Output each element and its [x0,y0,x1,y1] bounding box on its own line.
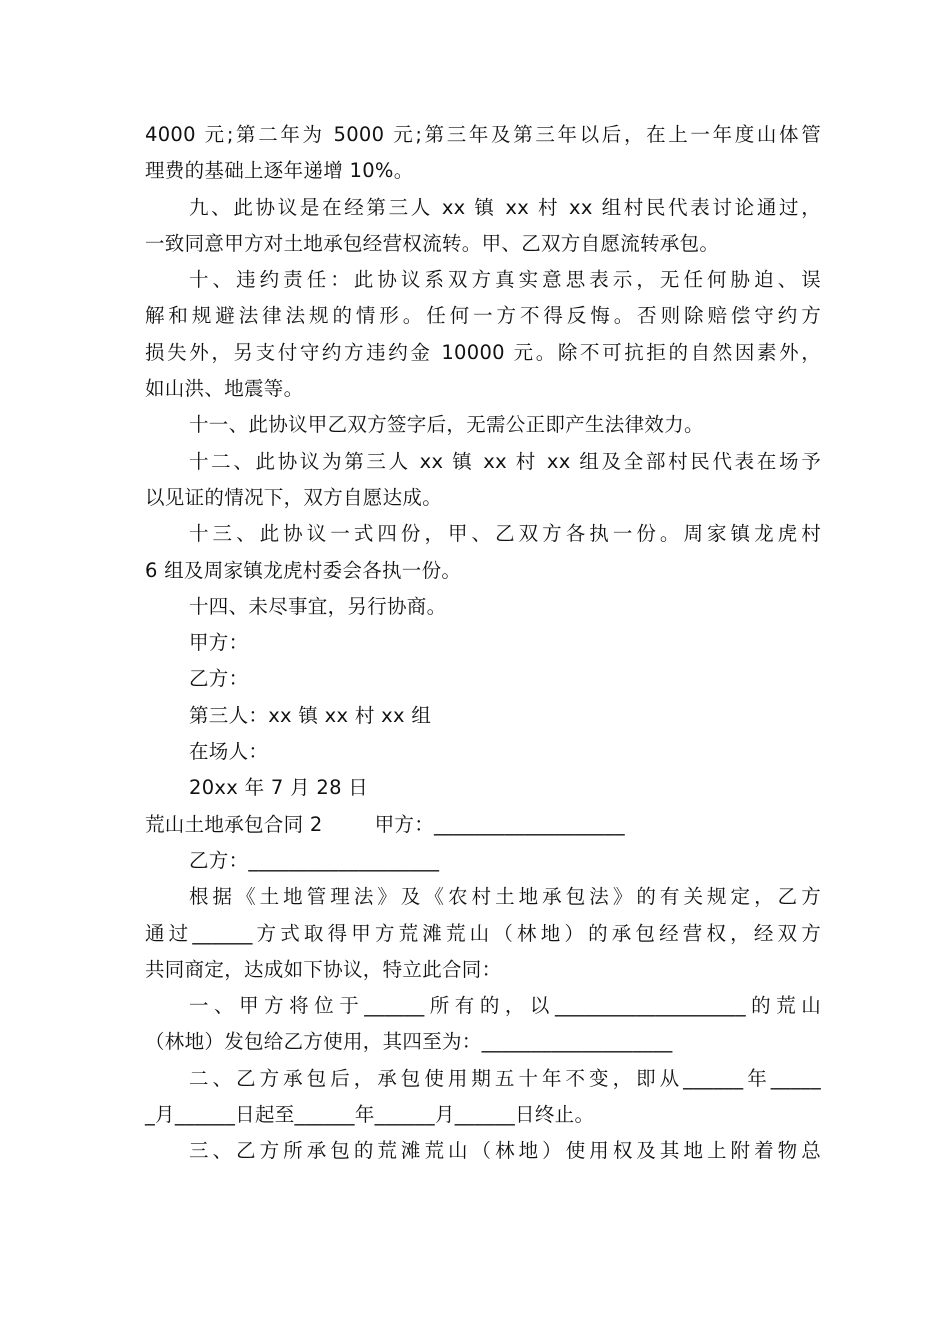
document-line: 十一、此协议甲乙双方签字后，无需公正即产生法律效力。 [189,413,704,437]
document-line: 乙方： [189,667,249,691]
document-line: 十二、此协议为第三人 xx 镇 xx 村 xx 组及全部村民代表在场予 [189,449,821,473]
document-line: 解和规避法律法规的情形。任何一方不得反悔。否则除赔偿守约方 [145,304,821,328]
document-line: 以见证的情况下，双方自愿达成。 [145,485,443,509]
document-line: 共同商定，达成如下协议，特立此合同： [145,957,502,981]
document-line: 根据《土地管理法》及《农村土地承包法》的有关规定，乙方 [189,885,821,909]
document-line: （林地）发包给乙方使用，其四至为：___________________ [145,1030,673,1054]
document-line: 通过______方式取得甲方荒滩荒山（林地）的承包经营权，经双方 [145,921,821,945]
document-line: 九、此协议是在经第三人 xx 镇 xx 村 xx 组村民代表讨论通过， [189,195,821,219]
document-line: 一致同意甲方对土地承包经营权流转。甲、乙双方自愿流转承包。 [145,231,720,255]
document-line: 理费的基础上逐年递增 10%。 [145,159,414,183]
document-body [145,117,821,1170]
document-line: 十四、未尽事宜，另行协商。 [189,594,447,618]
document-line: 在场人： [189,740,269,764]
document-line: 二、乙方承包后，承包使用期五十年不变，即从______年_____ [189,1066,821,1090]
document-line: 损失外，另支付守约方违约金 10000 元。除不可抗拒的自然因素外， [145,340,821,364]
document-line: 十三、此协议一式四份，甲、乙双方各执一份。周家镇龙虎村 [189,522,821,546]
document-line: 如山洪、地震等。 [145,377,304,401]
document-line: 20xx 年 7 月 28 日 [189,776,369,800]
document-line: 4000 元;第二年为 5000 元;第三年及第三年以后，在上一年度山体管 [145,123,821,146]
document-line: _月______日起至______年______月______日终止。 [145,1103,595,1127]
document-line: 荒山土地承包合同 2 甲方：___________________ [145,812,625,836]
document-line: 十、违约责任：此协议系双方真实意思表示，无任何胁迫、误 [189,268,821,292]
document-line: 6 组及周家镇龙虎村委会各执一份。 [145,558,462,582]
document-line: 乙方：___________________ [189,848,440,872]
document-line: 一、甲方将位于______所有的，以___________________的荒山 [189,994,821,1018]
document-line: 第三人：xx 镇 xx 村 xx 组 [189,703,432,727]
document-line: 三、乙方所承包的荒滩荒山（林地）使用权及其地上附着物总 [189,1139,821,1163]
document-line: 甲方： [189,631,249,655]
